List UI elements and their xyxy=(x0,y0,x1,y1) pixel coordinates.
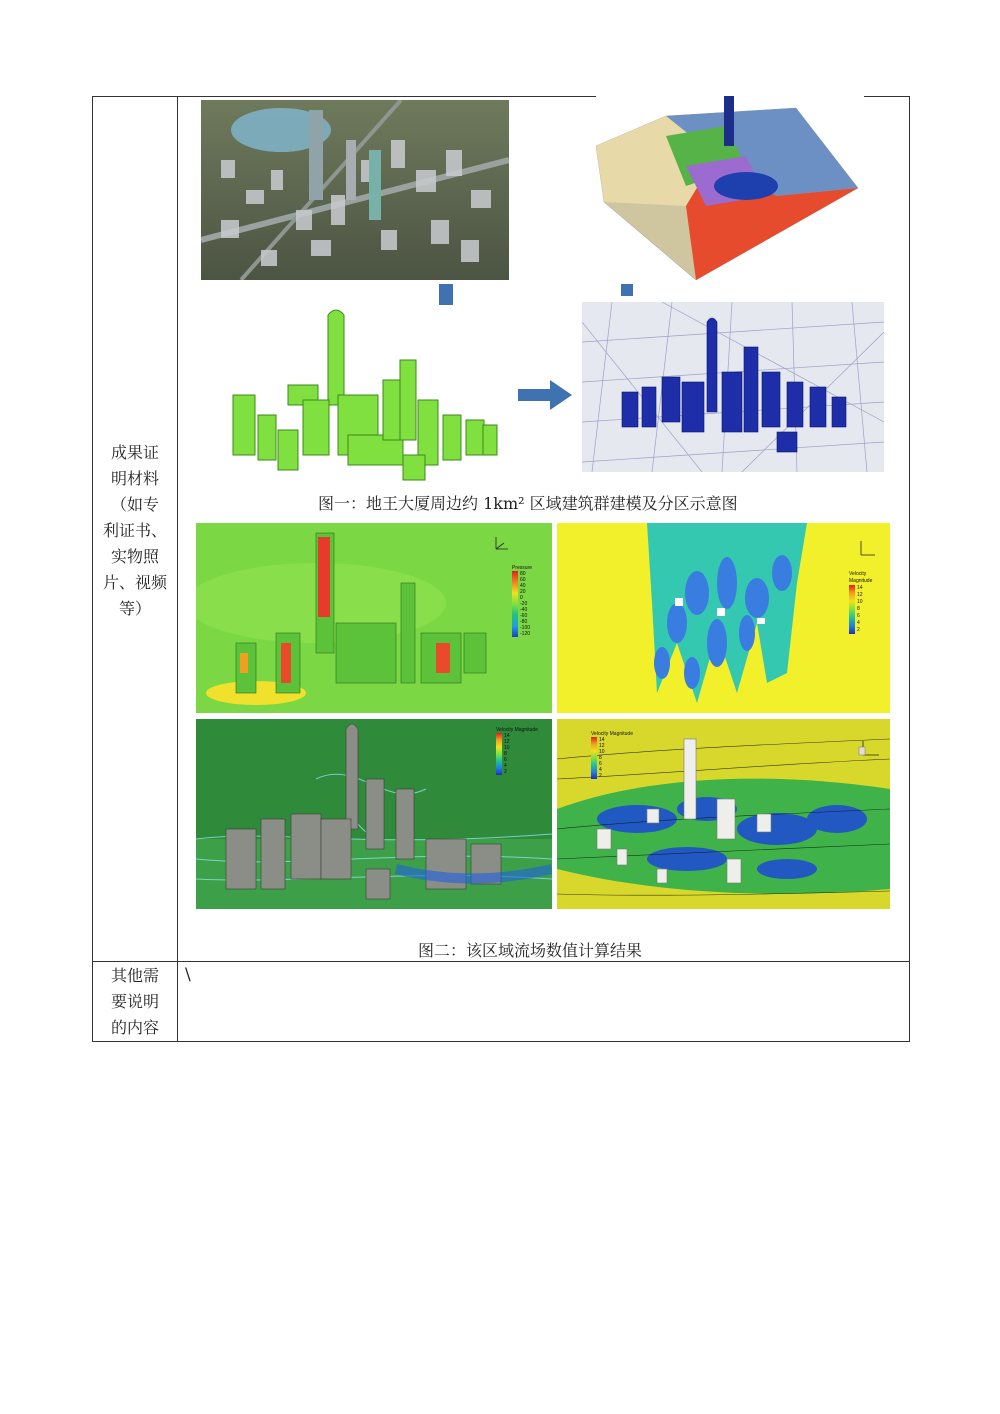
velocity-legend-plan xyxy=(849,571,889,634)
pressure-legend-tick: -120 xyxy=(520,631,531,637)
velocity-legend-tick: 14 xyxy=(504,733,510,739)
row1-label-line: （如专 xyxy=(110,495,159,514)
velocity-legend-tick: 4 xyxy=(599,767,602,773)
pressure-legend-tick: -80 xyxy=(520,619,528,625)
velocity-legend-tick: 4 xyxy=(504,763,507,769)
velocity-legend-tick: 12 xyxy=(857,592,863,598)
city-aerial-image xyxy=(201,100,509,280)
velocity-plan-image xyxy=(557,523,890,713)
velocity-color-bar xyxy=(849,585,855,634)
streamline-3d-image xyxy=(196,719,552,909)
axis-triad-icon xyxy=(857,737,883,761)
velocity-legend-tick: 2 xyxy=(504,769,507,775)
velocity-color-bar xyxy=(591,737,597,779)
velocity-legend-tick: 12 xyxy=(599,743,605,749)
velocity-legend-tick: 14 xyxy=(857,585,863,591)
axis-triad-icon xyxy=(492,533,512,553)
row1-label xyxy=(93,440,177,622)
pressure-legend-tick: 60 xyxy=(520,577,526,583)
row2-label xyxy=(93,963,177,1041)
row1-label-line: 实物照 xyxy=(110,547,159,566)
pressure-legend-tick: 20 xyxy=(520,589,526,595)
pressure-legend-tick: 40 xyxy=(520,583,526,589)
velocity-legend-tick: 6 xyxy=(599,761,602,767)
row2-content: \ xyxy=(185,965,191,985)
velocity-legend-tick: 8 xyxy=(857,606,860,612)
velocity-legend-title: Velocity Magnitude xyxy=(496,727,538,733)
pressure-color-bar xyxy=(512,571,518,637)
velocity-legend-title: Velocity Magnitude xyxy=(591,731,633,737)
velocity-legend-tick: 10 xyxy=(599,749,605,755)
pressure-legend-tick: -40 xyxy=(520,607,528,613)
velocity-legend-title: Velocity Magnitude xyxy=(849,571,873,584)
row1-label-line: 明材料 xyxy=(110,469,159,488)
pressure-legend-tick: -60 xyxy=(520,613,528,619)
velocity-legend-tick: 10 xyxy=(857,599,863,605)
velocity-legend-tick: 10 xyxy=(504,745,510,751)
velocity-legend-tick: 2 xyxy=(599,773,602,779)
figure1-caption: 图一：地王大厦周边约 1km² 区域建筑群建模及分区示意图 xyxy=(318,494,738,513)
velocity-legend-tick: 6 xyxy=(504,757,507,763)
figure2-caption: 图二：该区域流场数值计算结果 xyxy=(418,941,643,960)
row2-label-line: 其他需 xyxy=(110,966,159,985)
row2-label-line: 的内容 xyxy=(110,1018,159,1037)
right-arrow-icon xyxy=(518,380,572,410)
row1-label-line: 片、视频 xyxy=(102,573,167,592)
pressure-legend-tick: -20 xyxy=(520,601,528,607)
row-divider xyxy=(92,961,909,962)
mesh-model-image xyxy=(582,302,884,472)
row1-label-line: 利证书、 xyxy=(102,521,167,540)
velocity-legend-stream-plan xyxy=(591,731,645,779)
velocity-legend-tick: 12 xyxy=(504,739,510,745)
partition-domain-image xyxy=(596,96,864,284)
velocity-color-bar xyxy=(496,733,502,775)
pressure-legend-title: Pressure xyxy=(512,565,533,571)
velocity-legend-3d xyxy=(496,727,550,775)
pressure-legend-tick: -100 xyxy=(520,625,531,631)
pressure-legend-tick: 0 xyxy=(520,595,523,601)
row1-label-line: 成果证 xyxy=(110,443,159,462)
row1-label-line: 等） xyxy=(118,599,151,618)
streamline-plan-image xyxy=(557,719,890,909)
row2-label-line: 要说明 xyxy=(110,992,159,1011)
column-divider xyxy=(177,96,178,1041)
pressure-contour-image xyxy=(196,523,552,713)
green-building-model-image xyxy=(218,305,508,485)
velocity-legend-tick: 4 xyxy=(857,620,860,626)
velocity-legend-tick: 6 xyxy=(857,613,860,619)
velocity-legend-tick: 14 xyxy=(599,737,605,743)
velocity-legend-tick: 2 xyxy=(857,627,860,633)
velocity-legend-tick: 8 xyxy=(599,755,602,761)
pressure-legend-tick: 80 xyxy=(520,571,526,577)
velocity-legend-tick: 8 xyxy=(504,751,507,757)
pressure-legend xyxy=(512,565,552,637)
axis-triad-icon xyxy=(855,537,879,561)
